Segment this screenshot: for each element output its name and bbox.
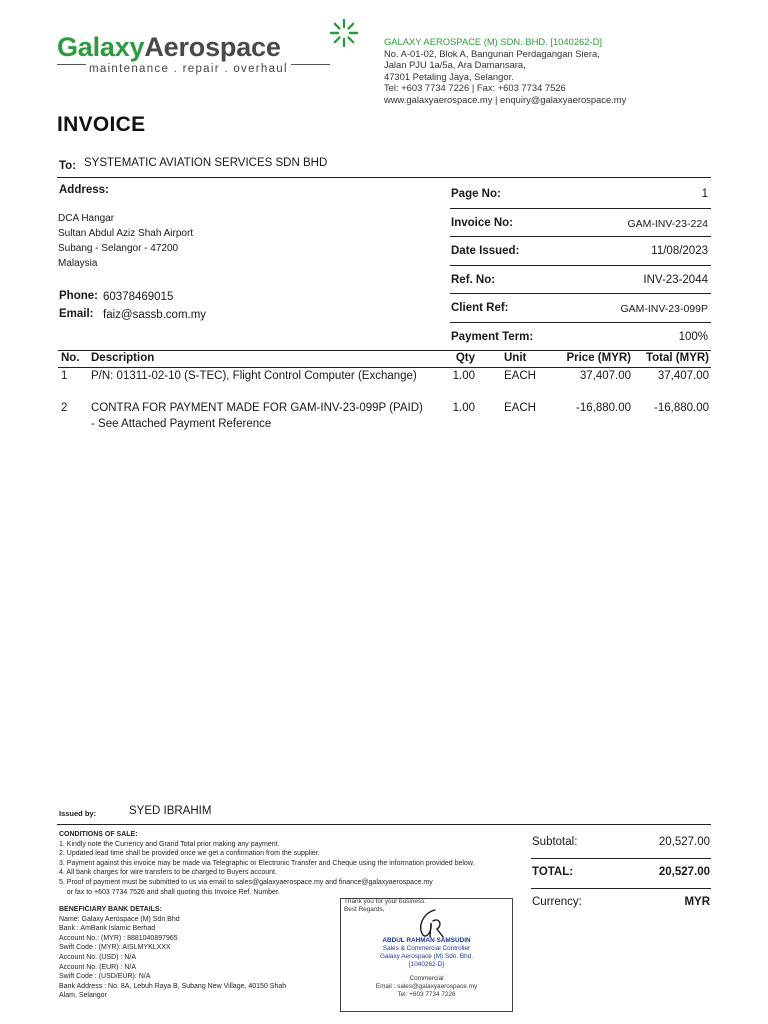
meta-row-payment-term: [450, 323, 711, 351]
line-items-table: [58, 350, 711, 432]
greeting-line: Best Regards,: [344, 906, 385, 913]
cell-qty: 1.00: [452, 402, 475, 414]
signatory-name: ABDUL RAHMAN SAMSUDIN: [382, 937, 471, 944]
meta-label: Invoice No:: [451, 216, 513, 229]
company-logo: [57, 32, 281, 63]
issued-by-value: SYED IBRAHIM: [129, 805, 212, 817]
commercial-line: Email : sales@galaxyaerospace.my: [375, 983, 478, 990]
header-price: Price (MYR): [566, 352, 631, 364]
logo-part-galaxy: Galaxy: [57, 32, 145, 62]
subtotal-value: 20,527.00: [658, 836, 710, 848]
meta-label: Client Ref:: [451, 302, 509, 314]
bank-line: Name: Galaxy Aerospace (M) Sdn Bhd: [59, 915, 180, 923]
currency-value: MYR: [684, 896, 710, 908]
commercial-contact: [341, 975, 512, 999]
total-value: 20,527.00: [658, 866, 710, 878]
address-line: DCA Hangar: [58, 213, 115, 224]
bank-line: Alam, Selangor: [59, 992, 107, 1000]
cell-total: -16,880.00: [654, 402, 709, 414]
meta-value: 1: [701, 188, 708, 200]
conditions-title: CONDITIONS OF SALE:: [59, 831, 138, 838]
bank-line: Account No. (USD) : N/A: [59, 953, 137, 961]
header-unit: Unit: [504, 352, 527, 364]
bank-line: Bank : AmBank Islamic Berhad: [59, 925, 156, 933]
cell-description: [91, 400, 451, 432]
bank-line: Swift Code : (MYR): AISLMYKLXXX: [59, 944, 171, 952]
bank-title: BENEFICIARY BANK DETAILS:: [59, 906, 162, 913]
header-description: Description: [91, 352, 155, 364]
subtotal-row: [531, 829, 711, 859]
condition-line: 1. Kindly note the Currency and Grand Total prior making any payment.: [59, 840, 280, 848]
cell-description: P/N: 01311-02-10 (S-TEC), Flight Control Computer (Exchange): [91, 370, 417, 382]
starburst-logo-icon: [328, 17, 360, 49]
bank-line: Swift Code : (USD/EUR): N/A: [59, 973, 151, 981]
logo-part-aerospace: Aerospace: [144, 32, 281, 62]
header-qty: Qty: [455, 352, 475, 364]
meta-row-date: [450, 237, 711, 266]
page-title: INVOICE: [57, 113, 146, 136]
bank-details: [59, 905, 319, 1001]
meta-value: GAM-INV-23-224: [627, 217, 708, 230]
company-name: GALAXY AEROSPACE (M) SDN. BHD. [1040262-D]: [384, 36, 602, 47]
bank-line: Account No.: (MYR) : 8881040897965: [59, 934, 178, 942]
company-address-line: 47301 Petaling Jaya, Selangor.: [384, 70, 514, 82]
meta-label: Ref. No:: [451, 273, 496, 286]
table-header: [58, 350, 711, 368]
company-web-line: www.galaxyaerospace.my | enquiry@galaxyaerospace.my: [384, 93, 627, 105]
cell-no: 2: [61, 402, 68, 414]
condition-line: or fax to +603 7734 7526 and shall quoting this Invoice Ref. Number.: [59, 888, 280, 896]
company-details: [384, 36, 626, 106]
condition-line: 4. All bank charges for wire transfers to be charged to Buyers account.: [59, 869, 277, 877]
company-address-line: No. A-01-02, Blok A, Bangunan Perdagangan Siera,: [384, 47, 600, 59]
meta-row-invoice-no: [450, 209, 711, 238]
table-row: [58, 400, 711, 432]
cell-price: -16,880.00: [576, 402, 631, 414]
address-line: Sultan Abdul Aziz Shah Airport: [58, 228, 194, 239]
bank-line: Bank Address : No. 8A, Lebuh Raya B, Subang New Village, 40150 Shah: [59, 982, 287, 990]
signatory-title: Sales & Commercial Controller: [382, 945, 471, 952]
address-line: Subang - Selangor - 47200: [58, 243, 179, 254]
email-value: faiz@sassb.com.my: [103, 309, 207, 321]
email-label: Email:: [59, 308, 94, 320]
conditions-of-sale: [59, 830, 519, 897]
to-value: SYSTEMATIC AVIATION SERVICES SDN BHD: [84, 157, 328, 169]
divider: [57, 824, 711, 825]
condition-line: 5. Proof of payment must be submitted to us via email to sales@galaxyaerospace.my and finance@galaxyaerospace.my: [59, 878, 433, 886]
meta-value: 11/08/2023: [651, 245, 708, 257]
cell-qty: 1.00: [452, 370, 475, 382]
logo-tagline: maintenance . repair . overhaul: [86, 63, 291, 75]
cell-no: 1: [61, 370, 68, 382]
meta-value: GAM-INV-23-099P: [620, 303, 708, 315]
subtotal-label: Subtotal:: [532, 836, 578, 848]
total-row: [531, 859, 711, 889]
table-row: [58, 368, 711, 400]
address-label: Address:: [59, 184, 109, 196]
cell-unit: EACH: [504, 402, 536, 414]
handwritten-signature: [413, 907, 447, 941]
divider: [57, 177, 711, 178]
header-total: Total (MYR): [645, 352, 709, 364]
cell-description-line: CONTRA FOR PAYMENT MADE FOR GAM-INV-23-099P (PAID): [91, 402, 423, 414]
greeting-line: Thank you for your business.: [344, 898, 427, 905]
signature-box: [340, 898, 513, 1012]
signatory-company: Galaxy Aerospace (M) Sdn. Bhd.: [379, 953, 474, 960]
commercial-line: Commercial: [409, 975, 444, 982]
meta-label: Page No:: [451, 188, 501, 200]
invoice-meta: [450, 180, 711, 350]
condition-line: 3. Payment against this invoice may be made via Telegraphic or Electronic Transfer and Cheque using the information provided below.: [59, 859, 475, 867]
currency-label: Currency:: [532, 896, 582, 908]
meta-value: INV-23-2044: [643, 273, 708, 286]
totals-box: [531, 829, 711, 918]
commercial-line: Tel: +603 7734 7226: [397, 991, 456, 998]
cell-total: 37,407.00: [657, 370, 709, 382]
condition-line: 2. Updated lead time shall be provided once we get a confirmation from the supplier.: [59, 850, 320, 858]
meta-row-page: [450, 180, 711, 209]
cell-description-line: - See Attached Payment Reference: [91, 418, 272, 430]
cell-unit: EACH: [504, 370, 536, 382]
phone-label: Phone:: [59, 290, 98, 302]
address-line: Malaysia: [58, 258, 98, 269]
address-block: [58, 211, 193, 271]
signatory: [341, 937, 512, 969]
signatory-reg: [1040262-D]: [408, 961, 445, 968]
company-contact-line: Tel: +603 7734 7226 | Fax: +603 7734 7526: [384, 82, 566, 94]
meta-row-client-ref: [450, 294, 711, 323]
total-label: TOTAL:: [532, 866, 574, 878]
issued-by-label: Issued by:: [59, 809, 97, 818]
header-no: No.: [61, 352, 80, 364]
meta-row-ref: [450, 266, 711, 295]
to-label: To:: [59, 160, 77, 172]
phone-value: 60378469015: [103, 291, 174, 303]
company-address-line: Jalan PJU 1a/5a, Ara Damansara,: [384, 59, 526, 71]
meta-label: Payment Term:: [451, 330, 534, 343]
bank-line: Account No. (EUR) : N/A: [59, 963, 137, 971]
cell-price: 37,407.00: [579, 370, 631, 382]
meta-label: Date Issued:: [451, 245, 520, 257]
currency-row: [531, 889, 711, 918]
meta-value: 100%: [678, 330, 708, 343]
